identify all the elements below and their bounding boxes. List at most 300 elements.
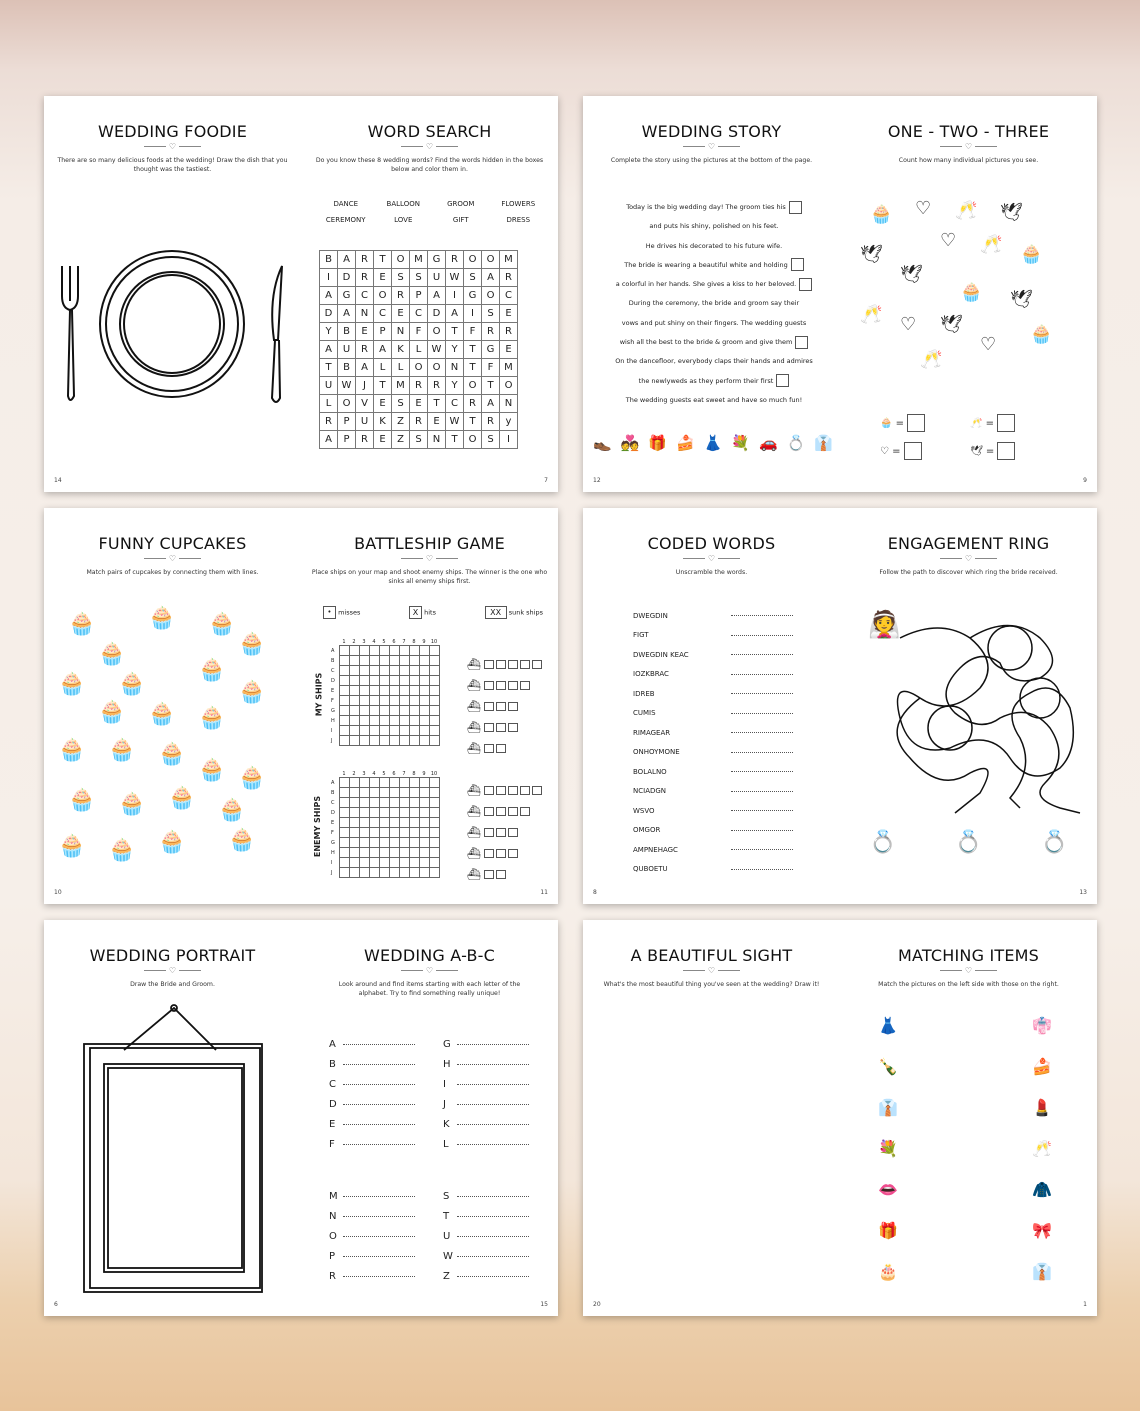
ship-hit-box[interactable] [484,870,494,879]
grid-cell[interactable] [409,656,419,666]
cupcake-icon[interactable]: 🧁 [108,738,136,763]
answer-line[interactable] [457,1256,529,1257]
grid-cell[interactable] [419,646,429,656]
grid-cell[interactable] [389,778,399,788]
ship-hit-box[interactable] [496,702,506,711]
answer-line[interactable] [457,1044,529,1045]
answer-line[interactable] [457,1124,529,1125]
word-search-cell[interactable]: T [482,377,500,395]
grid-cell[interactable] [429,736,439,746]
grid-cell[interactable] [419,858,429,868]
grid-cell[interactable] [339,646,349,656]
ship-hit-box[interactable] [484,828,494,837]
grid-cell[interactable] [369,858,379,868]
ship-hit-box[interactable] [508,723,518,732]
grid-cell[interactable] [359,848,369,858]
grid-cell[interactable] [399,686,409,696]
grid-cell[interactable] [359,666,369,676]
grid-cell[interactable] [349,666,359,676]
grid-cell[interactable] [369,788,379,798]
word-search-cell[interactable]: M [392,377,410,395]
word-search-cell[interactable]: Y [446,341,464,359]
grid-cell[interactable] [379,848,389,858]
grid-cell[interactable] [399,788,409,798]
grid-cell[interactable] [379,666,389,676]
grid-cell[interactable] [419,666,429,676]
word-search-cell[interactable]: A [446,305,464,323]
word-search-cell[interactable]: V [356,395,374,413]
grid-cell[interactable] [409,808,419,818]
grid-cell[interactable] [359,736,369,746]
grid-cell[interactable] [339,808,349,818]
word-search-cell[interactable]: S [410,269,428,287]
grid-cell[interactable] [359,646,369,656]
grid-cell[interactable] [409,676,419,686]
grid-cell[interactable] [429,716,439,726]
grid-cell[interactable] [379,868,389,878]
word-search-cell[interactable]: S [482,305,500,323]
grid-cell[interactable] [349,726,359,736]
word-search-cell[interactable]: P [338,431,356,449]
grid-cell[interactable] [369,798,379,808]
grid-cell[interactable] [419,848,429,858]
cake-icon[interactable]: 🎂 [878,1262,898,1281]
lipstick-icon[interactable]: 💄 [1032,1098,1052,1117]
grid-cell[interactable] [399,798,409,808]
grid-cell[interactable] [359,686,369,696]
word-search-cell[interactable]: R [320,413,338,431]
grid-cell[interactable] [379,808,389,818]
ship-hit-box[interactable] [520,681,530,690]
cupcake-icon[interactable]: 🧁 [58,672,86,697]
cupcake-icon[interactable]: 🧁 [158,742,186,767]
grid-cell[interactable] [339,716,349,726]
word-search-cell[interactable]: B [338,323,356,341]
grid-cell[interactable] [389,808,399,818]
grid-cell[interactable] [339,686,349,696]
answer-line[interactable] [457,1064,529,1065]
word-search-cell[interactable]: C [374,305,392,323]
cupcake-icon[interactable]: 🧁 [238,766,266,791]
word-search-cell[interactable]: G [428,251,446,269]
grid-cell[interactable] [379,818,389,828]
grid-cell[interactable] [349,656,359,666]
word-search-cell[interactable]: L [374,359,392,377]
grid-cell[interactable] [419,676,429,686]
grid-cell[interactable] [419,808,429,818]
grid-cell[interactable] [409,868,419,878]
grid-cell[interactable] [379,716,389,726]
answer-line[interactable] [343,1256,415,1257]
grid-cell[interactable] [379,696,389,706]
word-search-cell[interactable]: O [428,359,446,377]
answer-line[interactable] [731,849,793,850]
word-search-cell[interactable]: E [374,395,392,413]
answer-line[interactable] [731,674,793,675]
word-search-cell[interactable]: M [500,251,518,269]
grid-cell[interactable] [419,868,429,878]
answer-line[interactable] [731,732,793,733]
tie-icon[interactable]: 👔 [1032,1262,1052,1281]
grid-cell[interactable] [419,716,429,726]
grid-cell[interactable] [359,696,369,706]
grid-cell[interactable] [409,706,419,716]
word-search-cell[interactable]: B [338,359,356,377]
grid-cell[interactable] [379,726,389,736]
ship-hit-box[interactable] [508,660,518,669]
champagne-bottle-icon[interactable]: 🍾 [878,1057,898,1076]
word-search-cell[interactable]: I [320,269,338,287]
ship-hit-box[interactable] [484,849,494,858]
answer-line[interactable] [731,771,793,772]
word-search-cell[interactable]: D [320,305,338,323]
grid-cell[interactable] [339,838,349,848]
story-blank-box[interactable] [776,374,789,387]
answer-line[interactable] [343,1236,415,1237]
grid-cell[interactable] [359,818,369,828]
cupcake-icon[interactable]: 🧁 [238,680,266,705]
ship-hit-box[interactable] [496,786,506,795]
grid-cell[interactable] [399,838,409,848]
grid-cell[interactable] [399,828,409,838]
grid-cell[interactable] [409,858,419,868]
word-search-cell[interactable]: A [338,305,356,323]
answer-line[interactable] [343,1044,415,1045]
answer-line[interactable] [343,1104,415,1105]
word-search-cell[interactable]: O [374,287,392,305]
word-search-cell[interactable]: I [464,305,482,323]
answer-line[interactable] [457,1236,529,1237]
answer-line[interactable] [731,810,793,811]
grid-cell[interactable] [349,858,359,868]
grid-cell[interactable] [359,858,369,868]
grid-cell[interactable] [379,788,389,798]
grid-cell[interactable] [409,686,419,696]
answer-line[interactable] [457,1196,529,1197]
grid-cell[interactable] [389,646,399,656]
grid-cell[interactable] [359,656,369,666]
grid-cell[interactable] [399,848,409,858]
word-search-cell[interactable]: E [410,395,428,413]
word-search-cell[interactable]: O [482,251,500,269]
grid-cell[interactable] [349,818,359,828]
word-search-cell[interactable]: E [392,305,410,323]
grid-cell[interactable] [389,798,399,808]
grid-cell[interactable] [379,676,389,686]
grid-cell[interactable] [409,818,419,828]
grid-cell[interactable] [369,726,379,736]
grid-cell[interactable] [359,828,369,838]
word-search-cell[interactable]: C [356,287,374,305]
ship-hit-box[interactable] [484,660,494,669]
cupcake-icon[interactable]: 🧁 [58,834,86,859]
word-search-cell[interactable]: P [338,413,356,431]
grid-cell[interactable] [359,676,369,686]
word-search-cell[interactable]: A [320,431,338,449]
ship-hit-box[interactable] [532,786,542,795]
cupcake-icon[interactable]: 🧁 [238,632,266,657]
word-search-cell[interactable]: T [446,431,464,449]
answer-line[interactable] [343,1084,415,1085]
cupcake-icon[interactable]: 🧁 [148,702,176,727]
grid-cell[interactable] [399,858,409,868]
grid-cell[interactable] [399,736,409,746]
grid-cell[interactable] [369,716,379,726]
word-search-cell[interactable]: F [482,359,500,377]
grid-cell[interactable] [419,788,429,798]
grid-cell[interactable] [429,788,439,798]
word-search-cell[interactable]: F [464,323,482,341]
word-search-cell[interactable]: O [464,251,482,269]
word-search-cell[interactable]: U [356,413,374,431]
grid-cell[interactable] [399,656,409,666]
grid-cell[interactable] [349,868,359,878]
grid-cell[interactable] [379,646,389,656]
bow-icon[interactable]: 🎀 [1032,1221,1052,1240]
grid-cell[interactable] [349,848,359,858]
ship-hit-box[interactable] [532,660,542,669]
grid-cell[interactable] [359,808,369,818]
grid-cell[interactable] [429,848,439,858]
word-search-cell[interactable]: F [410,323,428,341]
word-search-cell[interactable]: S [482,431,500,449]
grid-cell[interactable] [409,788,419,798]
grid-cell[interactable] [399,706,409,716]
answer-line[interactable] [457,1216,529,1217]
ship-hit-box[interactable] [508,828,518,837]
grid-cell[interactable] [349,646,359,656]
word-search-cell[interactable]: A [482,269,500,287]
grid-cell[interactable] [399,696,409,706]
ship-hit-box[interactable] [496,660,506,669]
word-search-cell[interactable]: O [392,251,410,269]
grid-cell[interactable] [359,788,369,798]
my-ships-grid[interactable] [331,638,440,746]
word-search-cell[interactable]: N [356,305,374,323]
grid-cell[interactable] [429,798,439,808]
ship-hit-box[interactable] [484,723,494,732]
grid-cell[interactable] [429,656,439,666]
ship-hit-box[interactable] [508,807,518,816]
story-blank-box[interactable] [791,258,804,271]
ship-hit-box[interactable] [496,744,506,753]
grid-cell[interactable] [409,646,419,656]
word-search-cell[interactable]: E [374,431,392,449]
grid-cell[interactable] [389,726,399,736]
cupcake-icon[interactable]: 🧁 [198,706,226,731]
answer-line[interactable] [731,791,793,792]
grid-cell[interactable] [369,666,379,676]
ship-hit-box[interactable] [496,723,506,732]
word-search-cell[interactable]: I [500,431,518,449]
word-search-cell[interactable]: R [356,269,374,287]
grid-cell[interactable] [419,818,429,828]
cupcake-icon[interactable]: 🧁 [228,828,256,853]
story-blank-box[interactable] [789,201,802,214]
cupcake-icon[interactable]: 🧁 [198,658,226,683]
grid-cell[interactable] [369,686,379,696]
answer-line[interactable] [731,635,793,636]
grid-cell[interactable] [429,686,439,696]
grid-cell[interactable] [379,838,389,848]
word-search-cell[interactable]: S [392,269,410,287]
cupcake-icon[interactable]: 🧁 [198,758,226,783]
word-search-cell[interactable]: P [374,323,392,341]
answer-line[interactable] [343,1064,415,1065]
word-search-cell[interactable]: A [320,287,338,305]
word-search-cell[interactable]: G [482,341,500,359]
grid-cell[interactable] [369,848,379,858]
grid-cell[interactable] [429,696,439,706]
word-search-cell[interactable]: A [320,341,338,359]
grid-cell[interactable] [349,716,359,726]
cupcake-icon[interactable]: 🧁 [68,788,96,813]
word-search-cell[interactable]: R [428,377,446,395]
grid-cell[interactable] [409,828,419,838]
grid-cell[interactable] [369,696,379,706]
grid-cell[interactable] [339,798,349,808]
grid-cell[interactable] [349,696,359,706]
grid-cell[interactable] [339,656,349,666]
dress-icon[interactable]: 👗 [878,1016,898,1035]
grid-cell[interactable] [409,798,419,808]
grid-cell[interactable] [389,848,399,858]
grid-cell[interactable] [389,736,399,746]
cupcake-icon[interactable]: 🧁 [158,830,186,855]
word-search-cell[interactable]: A [482,395,500,413]
grid-cell[interactable] [349,676,359,686]
word-search-cell[interactable]: R [482,323,500,341]
word-search-cell[interactable]: E [428,413,446,431]
cupcake-icon[interactable]: 🧁 [98,700,126,725]
grid-cell[interactable] [409,736,419,746]
grid-cell[interactable] [359,838,369,848]
cupcake-icon[interactable]: 🧁 [148,606,176,631]
grid-cell[interactable] [409,778,419,788]
word-search-cell[interactable]: A [428,287,446,305]
grid-cell[interactable] [359,778,369,788]
grid-cell[interactable] [349,686,359,696]
grid-cell[interactable] [429,858,439,868]
word-search-cell[interactable]: O [464,431,482,449]
ship-hit-box[interactable] [508,849,518,858]
grid-cell[interactable] [369,818,379,828]
grid-cell[interactable] [369,706,379,716]
word-search-cell[interactable]: A [356,359,374,377]
grid-cell[interactable] [429,726,439,736]
grid-cell[interactable] [379,656,389,666]
answer-box[interactable] [997,414,1015,432]
grid-cell[interactable] [349,838,359,848]
ship-hit-box[interactable] [484,807,494,816]
grid-cell[interactable] [369,646,379,656]
answer-line[interactable] [343,1276,415,1277]
word-search-cell[interactable]: I [446,287,464,305]
ship-hit-box[interactable] [484,744,494,753]
cupcake-icon[interactable]: 🧁 [118,672,146,697]
word-search-cell[interactable]: E [356,323,374,341]
ship-hit-box[interactable] [520,660,530,669]
grid-cell[interactable] [389,788,399,798]
grid-cell[interactable] [389,696,399,706]
grid-cell[interactable] [409,666,419,676]
word-search-cell[interactable]: W [446,413,464,431]
grid-cell[interactable] [429,828,439,838]
word-search-cell[interactable]: R [410,413,428,431]
ring-icon[interactable]: 💍 [869,830,897,855]
grid-cell[interactable] [429,778,439,788]
cupcake-icon[interactable]: 🧁 [168,786,196,811]
word-search-cell[interactable]: P [410,287,428,305]
word-search-cell[interactable]: R [446,251,464,269]
answer-line[interactable] [731,615,793,616]
grid-cell[interactable] [419,696,429,706]
ship-hit-box[interactable] [508,702,518,711]
word-search-cell[interactable]: T [428,395,446,413]
grid-cell[interactable] [399,676,409,686]
answer-line[interactable] [343,1196,415,1197]
word-search-cell[interactable]: Y [446,377,464,395]
cupcake-icon[interactable]: 🧁 [98,642,126,667]
word-search-cell[interactable]: T [374,251,392,269]
grid-cell[interactable] [349,706,359,716]
grid-cell[interactable] [399,778,409,788]
grid-cell[interactable] [389,656,399,666]
word-search-cell[interactable]: W [446,269,464,287]
cupcake-icon[interactable]: 🧁 [218,798,246,823]
answer-line[interactable] [343,1216,415,1217]
story-blank-box[interactable] [795,336,808,349]
word-search-cell[interactable]: Z [392,413,410,431]
cupcake-icon[interactable]: 🧁 [208,612,236,637]
grid-cell[interactable] [409,716,419,726]
word-search-cell[interactable]: C [446,395,464,413]
grid-cell[interactable] [339,736,349,746]
grid-cell[interactable] [399,868,409,878]
grid-cell[interactable] [409,726,419,736]
word-search-cell[interactable]: O [428,323,446,341]
grid-cell[interactable] [389,858,399,868]
enemy-ships-grid[interactable] [331,770,440,878]
grid-cell[interactable] [389,828,399,838]
grid-cell[interactable] [429,818,439,828]
word-search-cell[interactable]: J [356,377,374,395]
word-search-cell[interactable]: R [356,341,374,359]
grid-cell[interactable] [339,696,349,706]
grid-cell[interactable] [359,798,369,808]
answer-line[interactable] [731,713,793,714]
word-search-cell[interactable]: T [446,323,464,341]
answer-line[interactable] [457,1276,529,1277]
word-search-cell[interactable]: M [410,251,428,269]
word-search-cell[interactable]: E [500,341,518,359]
grid-cell[interactable] [419,838,429,848]
word-search-cell[interactable]: A [338,251,356,269]
answer-line[interactable] [457,1104,529,1105]
grid-cell[interactable] [429,646,439,656]
ship-hit-box[interactable] [484,681,494,690]
cupcake-icon[interactable]: 🧁 [68,612,96,637]
word-search-cell[interactable]: G [338,287,356,305]
grid-cell[interactable] [419,706,429,716]
ship-hit-box[interactable] [484,702,494,711]
grid-cell[interactable] [359,868,369,878]
word-search-cell[interactable]: R [356,431,374,449]
grid-cell[interactable] [339,858,349,868]
grid-cell[interactable] [369,676,379,686]
answer-line[interactable] [731,654,793,655]
story-blank-box[interactable] [799,278,812,291]
